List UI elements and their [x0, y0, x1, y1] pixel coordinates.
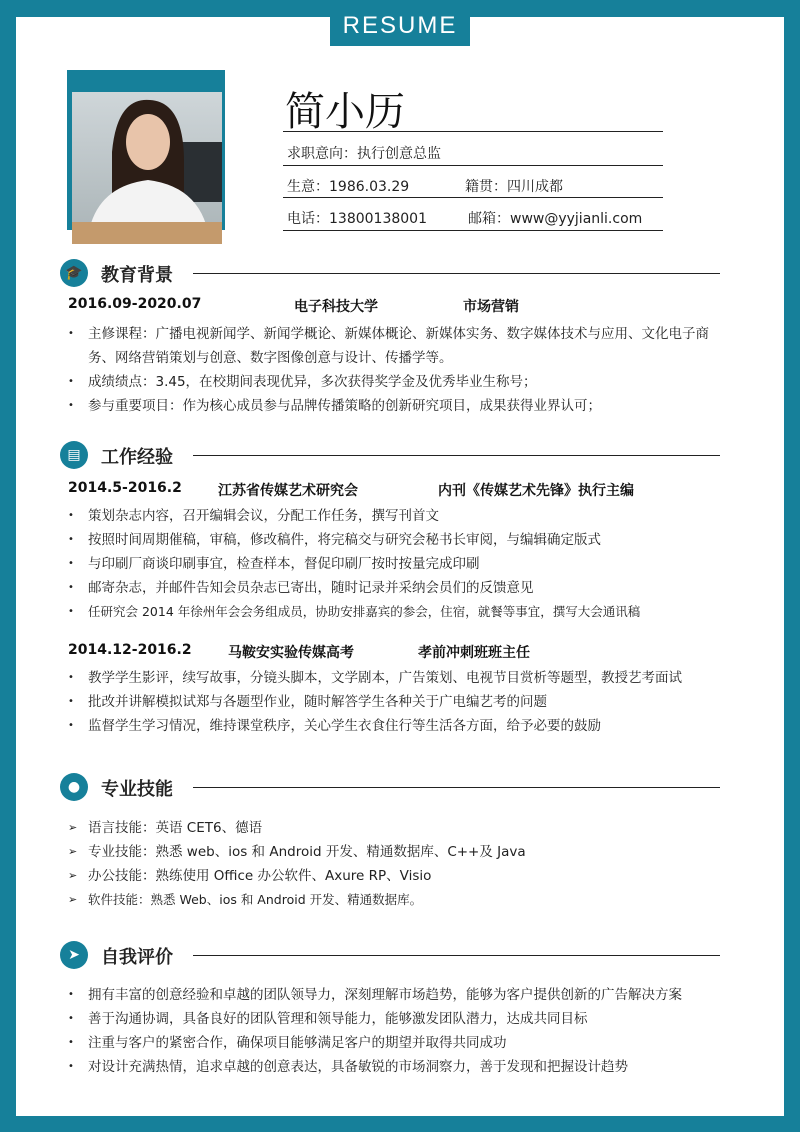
organization: 江苏省传媒艺术研究会 — [218, 483, 358, 499]
role: 内刊《传媒艺术先锋》执行主编 — [438, 483, 634, 499]
profile-photo — [72, 92, 222, 244]
major: 市场营销 — [463, 299, 519, 315]
divider — [283, 230, 663, 231]
role: 孝前冲刺班班主任 — [418, 645, 530, 661]
list-item: • 主修课程：广播电视新闻学、新闻学概论、新媒体概论、新媒体实务、数字媒体技术与应用、文化电子商务、网络营销策划与创意、数字图像创意与设计、传播学等。 — [68, 322, 728, 370]
list-item: • 监督学生学习情况，维持课堂秩序，关心学生衣食住行等生活各方面，给予必要的鼓励 — [68, 714, 728, 738]
list-item: • 成绩绩点：3.45，在校期间表现优异，多次获得奖学金及优秀毕业生称号； — [68, 370, 728, 394]
section-title: 教育背景 — [101, 265, 173, 286]
resume-tab: RESUME — [330, 0, 470, 46]
list-item: ➢ 语言技能：英语 CET6、德语 — [68, 816, 728, 840]
section-title: 工作经验 — [101, 447, 173, 468]
section-skills — [60, 773, 720, 803]
paper-plane-icon: ➤ — [60, 941, 88, 969]
list-item: • 与印刷厂商谈印刷事宜，检查样本，督促印刷厂按时按量完成印刷 — [68, 552, 728, 576]
section-title: 自我评价 — [101, 947, 173, 968]
candidate-name: 简小历 — [285, 89, 405, 135]
job-list — [68, 666, 728, 738]
list-item: ➢ 办公技能：熟练使用 Office 办公软件、Axure RP、Visio — [68, 864, 728, 888]
section-line — [193, 455, 720, 456]
school: 电子科技大学 — [294, 299, 378, 315]
divider — [283, 197, 663, 198]
email: 邮箱：www@yyjianli.com — [468, 211, 643, 227]
section-line — [193, 955, 720, 956]
section-work — [60, 441, 720, 471]
list-item: • 邮寄杂志，并邮件告知会员杂志已寄出，随时记录并采纳会员们的反馈意见 — [68, 576, 728, 600]
list-item: • 批改并讲解模拟试郑与各题型作业，随时解答学生各种关于广电编艺考的问题 — [68, 690, 728, 714]
self-list — [68, 983, 728, 1079]
phone: 电话：13800138001 — [287, 211, 427, 227]
period: 2014.5-2016.2 — [68, 480, 182, 496]
native-place: 籍贯：四川成都 — [465, 179, 563, 195]
job-objective: 求职意向：执行创意总监 — [287, 146, 441, 162]
section-self-evaluation — [60, 941, 720, 971]
period: 2016.09-2020.07 — [68, 296, 202, 312]
id-card-icon: ▤ — [60, 441, 88, 469]
skills-list — [68, 816, 728, 912]
job-list — [68, 504, 728, 624]
graduation-cap-icon: 🎓 — [60, 259, 88, 287]
section-line — [193, 273, 720, 274]
person-icon: ● — [60, 773, 88, 801]
period: 2014.12-2016.2 — [68, 642, 192, 658]
list-item: • 任研究会 2014 年徐州年会会务组成员，协助安排嘉宾的参会，住宿，就餐等事宜，撰写大会通讯稿 — [68, 600, 728, 624]
list-item: • 教学学生影评，续写故事，分镜头脚本，文学剧本，广告策划、电视节目赏析等题型，教授艺考面试 — [68, 666, 728, 690]
list-item: • 对设计充满热情，追求卓越的创意表达，具备敏锐的市场洞察力，善于发现和把握设计趋势 — [68, 1055, 728, 1079]
list-item: • 策划杂志内容，召开编辑会议，分配工作任务，撰写刊首文 — [68, 504, 728, 528]
section-line — [193, 787, 720, 788]
birth-date: 生意：1986.03.29 — [287, 179, 410, 195]
list-item: • 拥有丰富的创意经验和卓越的团队领导力，深刻理解市场趋势，能够为客户提供创新的广告解决方案 — [68, 983, 728, 1007]
list-item: • 注重与客户的紧密合作，确保项目能够满足客户的期望并取得共同成功 — [68, 1031, 728, 1055]
section-education — [60, 259, 720, 289]
list-item: ➢ 软件技能：熟悉 Web、ios 和 Android 开发、精通数据库。 — [68, 888, 728, 912]
divider — [283, 131, 663, 132]
list-item: • 善于沟通协调，具备良好的团队管理和领导能力，能够激发团队潜力，达成共同目标 — [68, 1007, 728, 1031]
divider — [283, 165, 663, 166]
section-title: 专业技能 — [101, 779, 173, 800]
list-item: • 参与重要项目：作为核心成员参与品牌传播策略的创新研究项目，成果获得业界认可； — [68, 394, 728, 418]
list-item: • 按照时间周期催稿，审稿，修改稿件，将完稿交与研究会秘书长审阅，与编辑确定版式 — [68, 528, 728, 552]
organization: 马鞍安实验传媒高考 — [228, 645, 354, 661]
education-list — [68, 322, 728, 418]
list-item: ➢ 专业技能：熟悉 web、ios 和 Android 开发、精通数据库、C++及 Java — [68, 840, 728, 864]
